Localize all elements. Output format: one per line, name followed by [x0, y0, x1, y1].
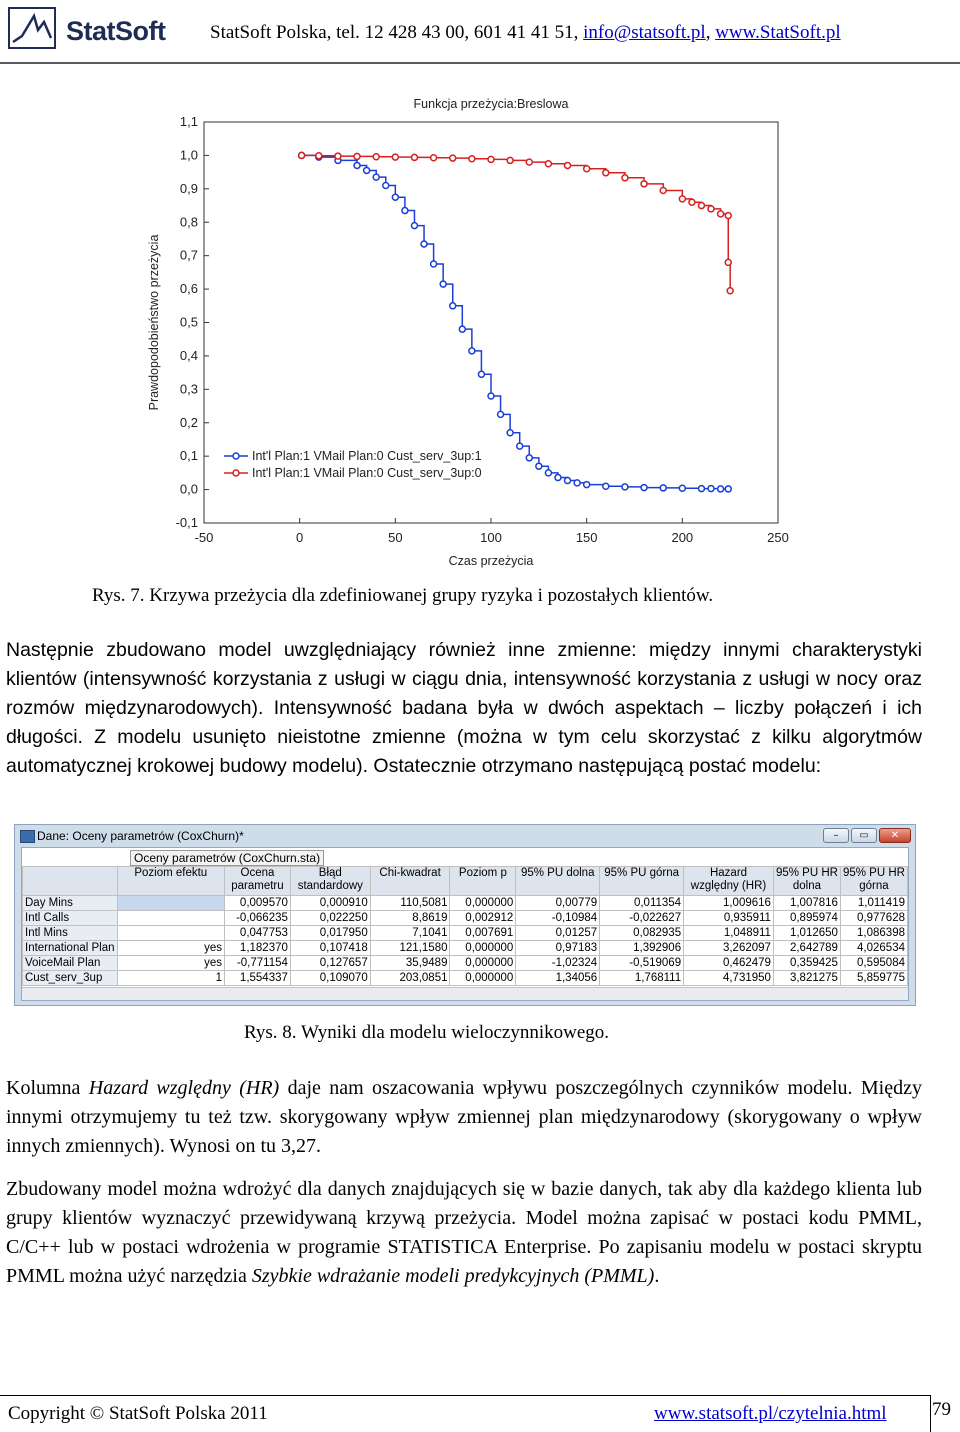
table-cell[interactable]: 0,127657: [290, 956, 370, 971]
series-1-point: [373, 174, 379, 180]
series-1-point: [679, 485, 685, 491]
series-2-point: [727, 288, 733, 294]
legend-label-2: Int'l Plan:1 VMail Plan:0 Cust_serv_3up:0: [252, 466, 482, 480]
row-label[interactable]: Cust_serv_3up: [23, 971, 118, 986]
table-cell[interactable]: 0,895974: [773, 911, 840, 926]
series-1-point: [536, 463, 542, 469]
table-cell[interactable]: -0,10984: [516, 911, 600, 926]
paragraph-model-intro: Następnie zbudowano model uwzględniający również inne zmienne: między innymi charakterystyki klientów (intensywność korzystania z usługi w ciągu dnia, intensywność korzystania z usługi w nocy oraz rozmów międzynarodowych). Intensywność badana była w dwóch aspektach – liczby połączeń i ich długości. Z modelu usunięto nieistotne zmienne (można w tym celu skorzystać z kilku algorytmów automatycznej krokowej budowy modelu). Ostatecznie otrzymano następującą postać modelu:: [6, 639, 922, 777]
table-row[interactable]: [23, 971, 908, 986]
table-cell[interactable]: 2,642789: [773, 941, 840, 956]
series-2-point: [641, 181, 647, 187]
figure-8-caption: Rys. 8. Wyniki dla modelu wieloczynnikowego.: [244, 1022, 610, 1043]
series-2-point: [565, 162, 571, 168]
series-2-point: [698, 203, 704, 209]
table-cell[interactable]: 121,1580: [370, 941, 450, 956]
table-cell[interactable]: [117, 911, 225, 926]
header-separator: ,: [705, 22, 716, 43]
table-cell[interactable]: 0,01257: [516, 926, 600, 941]
column-header[interactable]: Chi-kwadrat: [370, 867, 450, 896]
table-cell[interactable]: 0,000000: [450, 941, 516, 956]
series-1-point: [708, 486, 714, 492]
column-header[interactable]: [23, 867, 118, 896]
table-cell[interactable]: 5,859775: [840, 971, 907, 986]
table-cell[interactable]: 7,1041: [370, 926, 450, 941]
x-tick-label: -50: [194, 530, 214, 545]
table-cell[interactable]: [117, 926, 225, 941]
series-2-point: [431, 155, 437, 161]
y-tick-label: 0,0: [179, 481, 198, 497]
table-row[interactable]: [23, 896, 908, 911]
table-cell[interactable]: 110,5081: [370, 896, 450, 911]
row-label[interactable]: Intl Calls: [23, 911, 118, 926]
table-cell[interactable]: 1,182370: [225, 941, 291, 956]
table-cell[interactable]: 1,086398: [840, 926, 907, 941]
page-number-divider: [930, 1395, 931, 1432]
row-label[interactable]: Intl Mins: [23, 926, 118, 941]
chart-title: Funkcja przeżycia:Breslowa: [413, 97, 569, 111]
x-tick-label: 150: [575, 530, 598, 545]
para2-text-b: daje nam oszacowania wpływu poszczególnych czynników modelu. Między innymi otrzymujemy tu też tzw. skorygowany wpływ zmiennej plan międzynarodowy (skorygowany o wpływ innych zmiennych). Wynosi on tu 3,27.: [6, 1077, 922, 1157]
table-row[interactable]: [23, 941, 908, 956]
table-cell[interactable]: 1,012650: [773, 926, 840, 941]
table-cell[interactable]: 0,009570: [225, 896, 291, 911]
series-2-point: [469, 156, 475, 162]
series-1-point: [402, 208, 408, 214]
table-cell[interactable]: 3,262097: [684, 941, 774, 956]
series-2-point: [411, 154, 417, 160]
series-1-point: [411, 223, 417, 229]
para2-text-a: Kolumna: [6, 1077, 89, 1099]
table-cell[interactable]: 1,048911: [684, 926, 774, 941]
column-header[interactable]: 95% PU HR dolna: [773, 867, 840, 896]
table-cell[interactable]: 0,00779: [516, 896, 600, 911]
table-cell[interactable]: yes: [117, 956, 225, 971]
series-1-point: [622, 484, 628, 490]
series-2-point: [708, 206, 714, 212]
series-1-point: [488, 393, 494, 399]
table-cell[interactable]: 0,109070: [290, 971, 370, 986]
table-cell[interactable]: 35,9489: [370, 956, 450, 971]
table-cell[interactable]: 1,34056: [516, 971, 600, 986]
window-title: Dane: Oceny parametrów (CoxChurn)*: [37, 829, 244, 843]
header-contact-text: StatSoft Polska, tel. 12 428 43 00, 601 41 41 51,: [210, 22, 584, 43]
series-2-point: [679, 196, 685, 202]
series-1-point: [507, 430, 513, 436]
table-cell[interactable]: 0,022250: [290, 911, 370, 926]
row-label[interactable]: Day Mins: [23, 896, 118, 911]
table-cell[interactable]: 0,359425: [773, 956, 840, 971]
y-tick-label: 1,1: [179, 114, 198, 129]
results-window: [14, 824, 916, 1006]
logo-text: StatSoft: [66, 16, 166, 46]
table-cell[interactable]: [117, 896, 225, 911]
series-2-point: [316, 153, 322, 159]
series-2-point: [354, 153, 360, 159]
x-axis-label: Czas przeżycia: [448, 554, 534, 568]
series-1-point: [584, 482, 590, 488]
figure-7-caption: Rys. 7. Krzywa przeżycia dla zdefiniowanej grupy ryzyka i pozostałych klientów.: [92, 585, 714, 606]
sheet-title: Oceny parametrów (CoxChurn.sta): [130, 850, 324, 866]
table-cell[interactable]: 1,009616: [684, 896, 774, 911]
footer-link[interactable]: www.statsoft.pl/czytelnia.html: [654, 1403, 887, 1424]
y-axis-label: Prawdopodobieństwo przeżycia: [147, 234, 161, 411]
x-tick-label: 200: [671, 530, 694, 545]
series-2-point: [488, 156, 494, 162]
y-tick-label: 0,1: [179, 448, 198, 464]
series-1-point: [364, 167, 370, 173]
series-1-point: [354, 162, 360, 168]
series-1-point: [660, 485, 666, 491]
survival-chart: [140, 90, 800, 575]
table-cell[interactable]: -0,771154: [225, 956, 291, 971]
table-cell[interactable]: 1,392906: [600, 941, 684, 956]
column-header[interactable]: 95% PU HR górna: [840, 867, 907, 896]
series-1-point: [498, 411, 504, 417]
series-1-point: [603, 483, 609, 489]
legend-marker-2: [233, 470, 239, 476]
series-1-point: [517, 443, 523, 449]
y-tick-label: 0,5: [179, 314, 198, 330]
table-cell[interactable]: 0,002912: [450, 911, 516, 926]
series-2-point: [689, 199, 695, 205]
table-cell[interactable]: 203,0851: [370, 971, 450, 986]
table-cell[interactable]: 0,462479: [684, 956, 774, 971]
table-cell[interactable]: 4,026534: [840, 941, 907, 956]
series-1-point: [565, 478, 571, 484]
series-1-point: [641, 485, 647, 491]
y-tick-label: 0,3: [179, 381, 198, 397]
footer-copyright: Copyright © StatSoft Polska 2011: [8, 1403, 268, 1424]
row-label[interactable]: International Plan: [23, 941, 118, 956]
close-button[interactable]: ✕: [879, 828, 911, 843]
table-cell[interactable]: -0,519069: [600, 956, 684, 971]
y-tick-label: 1,0: [179, 147, 198, 163]
series-1-point: [392, 194, 398, 200]
y-tick-label: 0,7: [179, 247, 198, 263]
email-link[interactable]: info@statsoft.pl: [583, 22, 706, 43]
table-cell[interactable]: 0,977628: [840, 911, 907, 926]
series-1-point: [574, 480, 580, 486]
table-cell[interactable]: 1,011419: [840, 896, 907, 911]
column-header[interactable]: Ocena parametru: [225, 867, 291, 896]
table-cell[interactable]: 0,935911: [684, 911, 774, 926]
series-1-point: [526, 455, 532, 461]
spreadsheet: [21, 847, 909, 1001]
page-number: 79: [932, 1399, 951, 1420]
series-2-point: [526, 159, 532, 165]
series-1-point: [469, 348, 475, 354]
table-cell[interactable]: 0,082935: [600, 926, 684, 941]
table-cell[interactable]: 0,595084: [840, 956, 907, 971]
table-cell[interactable]: 4,731950: [684, 971, 774, 986]
legend-label-1: Int'l Plan:1 VMail Plan:0 Cust_serv_3up:1: [252, 449, 482, 463]
table-cell[interactable]: 1,554337: [225, 971, 291, 986]
table-cell[interactable]: 1: [117, 971, 225, 986]
table-header-row: [23, 867, 908, 896]
x-tick-label: 250: [767, 530, 789, 545]
column-header[interactable]: Poziom p: [450, 867, 516, 896]
series-2-point: [622, 175, 628, 181]
table-cell[interactable]: 1,768111: [600, 971, 684, 986]
series-1-point: [698, 486, 704, 492]
table-cell[interactable]: 0,047753: [225, 926, 291, 941]
column-header[interactable]: Hazard względny (HR): [684, 867, 774, 896]
table-cell[interactable]: 0,017950: [290, 926, 370, 941]
header-contact: [210, 22, 841, 44]
series-1-point: [545, 470, 551, 476]
y-tick-label: 0,2: [179, 414, 198, 430]
table-cell[interactable]: 0,007691: [450, 926, 516, 941]
table-cell[interactable]: 0,000000: [450, 956, 516, 971]
y-tick-label: -0,1: [175, 515, 198, 530]
series-1-point: [421, 241, 427, 247]
y-tick-label: 0,9: [179, 180, 198, 196]
column-header[interactable]: Błąd standardowy: [290, 867, 370, 896]
table-row[interactable]: [23, 911, 908, 926]
series-2-point: [718, 211, 724, 217]
series-1-point: [440, 281, 446, 287]
paragraph-hazard: [6, 1074, 922, 1161]
series-2-point: [725, 213, 731, 219]
series-1-point: [478, 371, 484, 377]
table-cell[interactable]: 0,000000: [450, 971, 516, 986]
series-2-point: [299, 152, 305, 158]
parameter-table: [22, 866, 908, 986]
series-1-point: [383, 182, 389, 188]
table-row[interactable]: [23, 926, 908, 941]
series-2-point: [373, 154, 379, 160]
series-2-point: [603, 170, 609, 176]
table-cell[interactable]: -0,066235: [225, 911, 291, 926]
table-cell[interactable]: 0,000000: [450, 896, 516, 911]
series-2-point: [584, 166, 590, 172]
table-cell[interactable]: -1,02324: [516, 956, 600, 971]
paragraph-deployment: [6, 1175, 922, 1291]
series-1-point: [725, 486, 731, 492]
series-2-point: [507, 157, 513, 163]
y-tick-label: 0,8: [179, 214, 198, 230]
table-cell[interactable]: 0,011354: [600, 896, 684, 911]
y-tick-label: 0,6: [179, 281, 198, 297]
table-cell[interactable]: 1,007816: [773, 896, 840, 911]
table-cell[interactable]: 8,8619: [370, 911, 450, 926]
x-tick-label: 100: [480, 530, 502, 545]
series-2-point: [450, 155, 456, 161]
minimize-button[interactable]: –: [823, 828, 849, 843]
table-cell[interactable]: -0,022627: [600, 911, 684, 926]
table-row[interactable]: [23, 956, 908, 971]
series-1-point: [459, 326, 465, 332]
series-1-point: [431, 261, 437, 267]
horizontal-scrollbar[interactable]: [22, 987, 908, 1000]
para3-text-a: Zbudowany model można wdrożyć dla danych znajdujących się w bazie danych, tak aby dla każdego klienta lub grupy klientów wyznaczyć przewidywaną krzywą przeżycia. Model można zapisać w postaci kodu PMML, C/C++ lub w postaci wdrożenia w programie STATISTICA Enterprise. Po zapisaniu modelu w postaci skryptu PMML można użyć narzędzia: [6, 1178, 922, 1287]
series-2-point: [725, 259, 731, 265]
series-1-point: [555, 475, 561, 481]
table-cell[interactable]: 0,000910: [290, 896, 370, 911]
y-tick-label: 0,4: [179, 347, 198, 363]
row-label[interactable]: VoiceMail Plan: [23, 956, 118, 971]
spreadsheet-icon: [20, 830, 35, 843]
series-2-point: [392, 154, 398, 160]
series-2-point: [660, 188, 666, 194]
maximize-button[interactable]: ▭: [851, 828, 877, 843]
header-divider: [0, 62, 960, 64]
para3-text-b: .: [654, 1265, 660, 1287]
table-cell[interactable]: yes: [117, 941, 225, 956]
series-2-point: [335, 153, 341, 159]
website-link[interactable]: www.StatSoft.pl: [715, 22, 841, 43]
para2-italic: Hazard względny (HR): [88, 1077, 280, 1099]
legend-marker-1: [233, 453, 239, 459]
footer-divider: [0, 1395, 930, 1396]
series-1-point: [718, 486, 724, 492]
column-header[interactable]: 95% PU górna: [600, 867, 684, 896]
table-cell[interactable]: 3,821275: [773, 971, 840, 986]
series-1-point: [450, 303, 456, 309]
series-2-point: [545, 161, 551, 167]
x-tick-label: 0: [296, 530, 304, 545]
table-cell[interactable]: 0,97183: [516, 941, 600, 956]
column-header[interactable]: 95% PU dolna: [516, 867, 600, 896]
column-header[interactable]: Poziom efektu: [117, 867, 225, 896]
x-tick-label: 50: [388, 530, 403, 545]
para3-italic: Szybkie wdrażanie modeli predykcyjnych (PMML): [251, 1265, 655, 1287]
table-cell[interactable]: 0,107418: [290, 941, 370, 956]
